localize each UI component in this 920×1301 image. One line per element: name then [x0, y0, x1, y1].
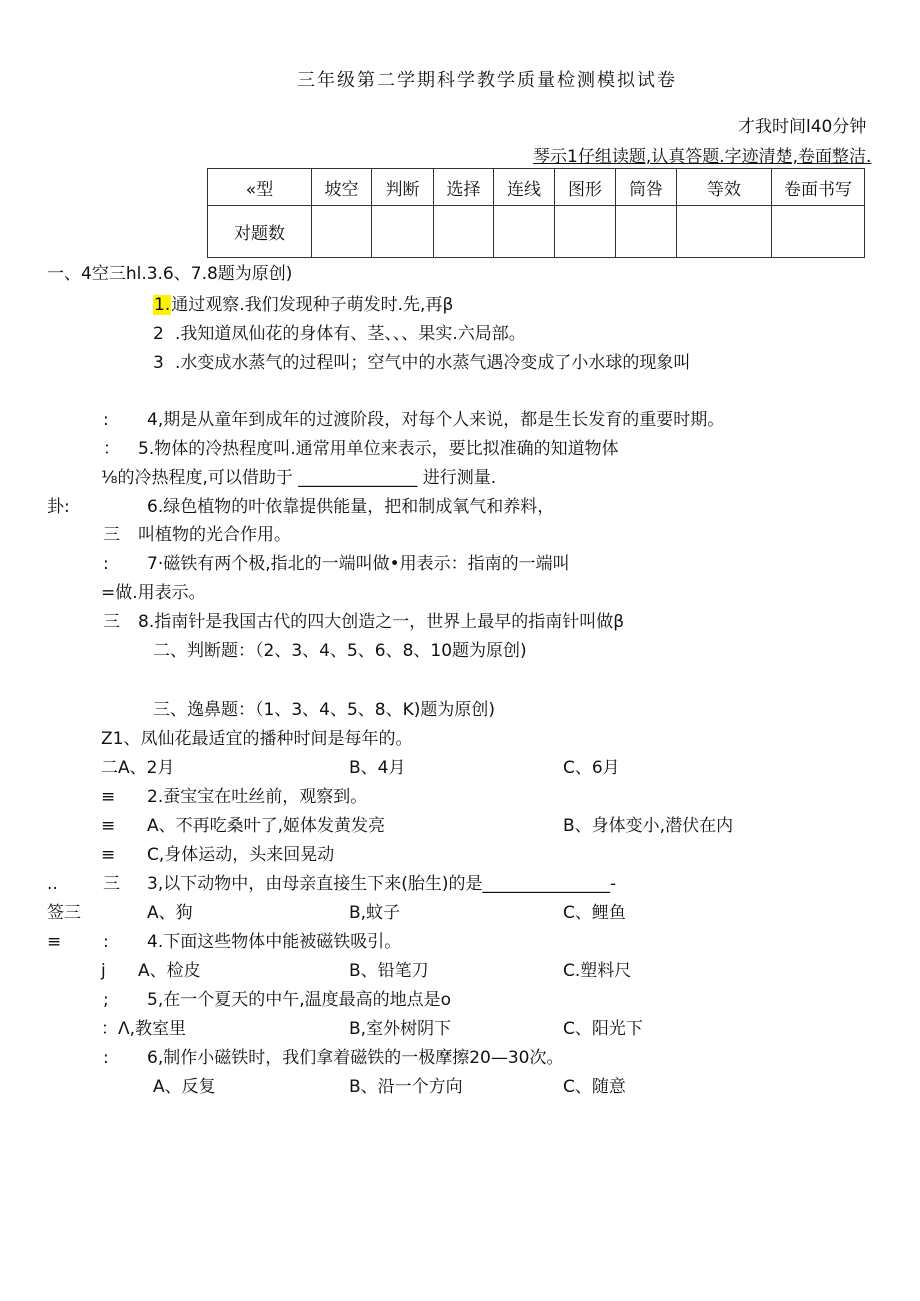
header-cell-match: 连线 [494, 169, 555, 206]
margin-mark: 二 [101, 758, 118, 778]
question-3-text: .水变成水蒸气的过程叫；空气中的水蒸气遇冷变成了小水球的现象叫 [175, 353, 691, 373]
answer-blank[interactable]: _______________- [482, 874, 617, 894]
score-table-header-row [208, 169, 865, 206]
choice-question-4-text: 4.下面这些物体中能被磁铁吸引。 [147, 932, 402, 952]
question-5-line2-end: 进行测量. [422, 468, 497, 488]
choice-4-option-a[interactable]: A、检皮 [138, 961, 201, 981]
question-8-text: 8.指南针是我国古代的四大创造之一，世界上最早的指南针叫做β [138, 612, 625, 632]
margin-mark: : [103, 1048, 109, 1068]
score-table-value-row [208, 206, 865, 258]
choice-question-3 [147, 873, 616, 895]
header-cell-choice: 选择 [434, 169, 494, 206]
question-5-line2-text: ⅛的冷热程度,可以借助于 [101, 468, 293, 488]
header-cell-writing: 卷面书写 [772, 169, 865, 206]
choice-4-option-c[interactable]: C.塑料尺 [563, 961, 632, 981]
question-1-text: 通过观察.我们发现种子萌发时.先,再β [171, 295, 454, 315]
time-note: 才我时间l40分钟 [738, 117, 867, 137]
score-cell[interactable] [434, 206, 494, 258]
header-cell-fill: 坡空 [312, 169, 372, 206]
choice-question-6-text: 6,制作小磁铁时，我们拿着磁铁的一极摩擦20—30次。 [147, 1048, 564, 1068]
header-cell-graph: 图形 [555, 169, 616, 206]
choice-question-5-text: 5,在一个夏天的中午,温度最高的地点是o [147, 990, 452, 1010]
choice-5-option-c[interactable]: C、阳光下 [563, 1019, 643, 1039]
choice-6-option-a[interactable]: A、反复 [153, 1077, 216, 1097]
choice-3-option-a[interactable]: A、狗 [147, 903, 193, 923]
margin-mark: : [103, 554, 109, 574]
score-cell[interactable] [372, 206, 434, 258]
choice-4-option-b[interactable]: B、铅笔刀 [349, 961, 429, 981]
question-6-line2: 叫植物的光合作用。 [138, 525, 291, 545]
margin-mark: ≡ [101, 787, 116, 807]
choice-5-option-a[interactable]: Λ,教室里 [118, 1019, 187, 1039]
margin-mark: ; [103, 990, 109, 1010]
margin-mark: ≡ [47, 932, 62, 952]
choice-question-3-text: 3,以下动物中，由母亲直接生下来(胎生)的是 [147, 874, 483, 894]
question-1 [153, 294, 453, 316]
row-label: 对题数 [208, 206, 312, 258]
choice-3-option-b[interactable]: B,蚊子 [349, 903, 401, 923]
score-cell[interactable] [772, 206, 865, 258]
question-1-number: 1. [154, 295, 171, 315]
score-cell[interactable] [616, 206, 677, 258]
choice-2-option-a[interactable]: A、不再吃桑叶了,姬体发黄发亮 [147, 816, 386, 836]
question-7-line2: =做.用表示。 [101, 583, 206, 603]
score-cell[interactable] [312, 206, 372, 258]
choice-question-1-text: Z1、凤仙花最适宜的播种时间是每年的。 [101, 729, 413, 749]
choice-3-option-c[interactable]: C、鲤鱼 [563, 903, 626, 923]
choice-6-option-b[interactable]: B、沿一个方向 [349, 1077, 463, 1097]
question-5-text: 5.物体的冷热程度叫.通常用单位来表示，要比拟准确的知道物体 [138, 439, 619, 459]
question-4-text: 4,期是从童年到成年的过渡阶段，对每个人来说，都是生长发育的重要时期。 [147, 410, 725, 430]
margin-mark: 三 [103, 525, 120, 545]
instructions: 琴示1仔组读题,认真答题.字迹清楚,卷面整洁. [533, 147, 872, 167]
question-2-number: 2 [153, 324, 164, 344]
header-cell-short: 筒咎 [616, 169, 677, 206]
header-cell-grade: 等效 [677, 169, 772, 206]
score-cell[interactable] [494, 206, 555, 258]
page-title: 三年级第二学期科学教学质量检测模拟试卷 [297, 70, 677, 91]
margin-mark: ≡ [101, 816, 116, 836]
margin-mark: ≡ [101, 845, 116, 865]
choice-1-option-c[interactable]: C、6月 [563, 758, 620, 778]
margin-mark: ： [101, 1019, 118, 1039]
answer-blank[interactable]: ______________ [298, 468, 418, 488]
margin-mark: 卦: [47, 497, 70, 517]
question-7-text: 7·磁铁有两个极,指北的一端叫做•用表示：指南的一端叫 [147, 554, 570, 574]
margin-mark: 三 [103, 874, 120, 894]
choice-2-option-b[interactable]: B、身体变小,潜伏在内 [563, 816, 734, 836]
choice-1-option-a[interactable]: A、2月 [118, 758, 175, 778]
margin-mark: 三 [103, 612, 120, 632]
section3-heading: 三、逸鼻题：（1、3、4、5、8、K)题为原创) [153, 700, 495, 720]
margin-mark: 签三 [47, 903, 81, 923]
header-cell-judge: 判断 [372, 169, 434, 206]
margin-mark: j [101, 961, 106, 981]
score-cell[interactable] [555, 206, 616, 258]
question-5-line2 [101, 467, 496, 489]
question-6-text: 6.绿色植物的叶依靠提供能量，把和制成氧气和养料， [147, 497, 555, 517]
score-table [207, 168, 865, 258]
header-cell-type: «型 [208, 169, 312, 206]
margin-mark: : [103, 410, 109, 430]
section1-heading: 一、4空三hl.3.6、7.8题为原创) [47, 264, 293, 284]
choice-2-option-c[interactable]: C,身体运动，头来回晃动 [147, 845, 335, 865]
choice-question-2-text: 2.蚕宝宝在吐丝前，观察到。 [147, 787, 368, 807]
margin-mark: : [103, 932, 109, 952]
choice-5-option-b[interactable]: B,室外树阴下 [349, 1019, 452, 1039]
section2-heading: 二、判断题：（2、3、4、5、6、8、10题为原创) [153, 641, 527, 661]
score-cell[interactable] [677, 206, 772, 258]
choice-6-option-c[interactable]: C、随意 [563, 1077, 626, 1097]
choice-1-option-b[interactable]: B、4月 [349, 758, 406, 778]
question-3-number: 3 [153, 353, 164, 373]
margin-mark: ： [103, 439, 120, 459]
question-2-text: .我知道凤仙花的身体有、茎、、、果实.六局部。 [175, 324, 526, 344]
margin-mark: .. [47, 874, 58, 894]
